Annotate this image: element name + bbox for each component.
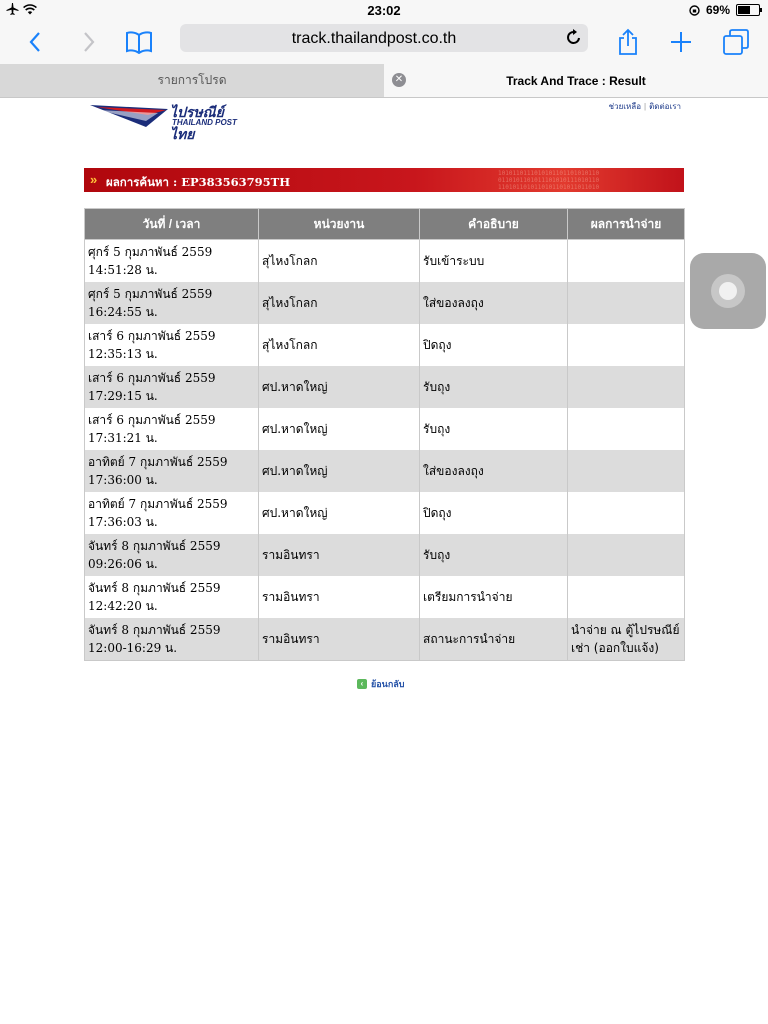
rotation-lock-icon (689, 5, 700, 16)
col-header-result: ผลการนำจ่าย (568, 209, 685, 240)
cell-description: สถานะการนำจ่าย (420, 618, 568, 661)
row-date: จันทร์ 8 กุมภาพันธ์ 2559 (88, 581, 221, 595)
back-nav-button[interactable] (24, 26, 46, 58)
cell-office: สุไหงโกลก (259, 240, 420, 283)
cell-description: ปิดถุง (420, 492, 568, 534)
table-row (85, 324, 685, 366)
result-header (84, 168, 684, 192)
table-row (85, 366, 685, 408)
cell-office: รามอินทรา (259, 618, 420, 661)
cell-office: ศป.หาดใหญ่ (259, 492, 420, 534)
cell-description: รับเข้าระบบ (420, 240, 568, 283)
cell-datetime (85, 282, 259, 324)
cell-office: รามอินทรา (259, 576, 420, 618)
cell-office: ศป.หาดใหญ่ (259, 450, 420, 492)
logo-english-text: THAILAND POST (172, 118, 237, 127)
cell-datetime (85, 408, 259, 450)
chevron-left-icon (28, 31, 42, 53)
row-time: 17:36:00 น. (88, 473, 158, 487)
table-row (85, 282, 685, 324)
cell-datetime (85, 492, 259, 534)
reload-button[interactable] (566, 28, 582, 51)
double-arrow-icon: » (90, 172, 95, 187)
row-date: เสาร์ 6 กุมภาพันธ์ 2559 (88, 329, 216, 343)
cell-office: รามอินทรา (259, 534, 420, 576)
table-row (85, 240, 685, 283)
row-date: จันทร์ 8 กุมภาพันธ์ 2559 (88, 623, 221, 637)
cell-description: ปิดถุง (420, 324, 568, 366)
status-bar (0, 0, 768, 22)
reload-icon (566, 28, 582, 46)
col-header-datetime: วันที่ / เวลา (85, 209, 259, 240)
cell-description: รับถุง (420, 408, 568, 450)
table-row (85, 492, 685, 534)
url-text: track.thailandpost.co.th (291, 30, 457, 47)
cell-result: นำจ่าย ณ ตู้ไปรษณีย์เช่า (ออกใบแจ้ง) (568, 618, 685, 661)
thailand-post-logo[interactable] (88, 101, 248, 143)
cell-result (568, 324, 685, 366)
tab-bar (0, 64, 768, 98)
table-row (85, 576, 685, 618)
share-button[interactable] (614, 26, 642, 58)
tab-track-result[interactable] (384, 64, 768, 97)
cell-datetime (85, 240, 259, 283)
result-label: ผลการค้นหา : EP383563795TH (106, 175, 291, 189)
battery-icon (736, 4, 760, 16)
plus-icon (669, 30, 693, 54)
logo-thai-text: ไปรษณีย์ไทย (170, 105, 224, 143)
row-time: 12:00-16:29 น. (88, 641, 178, 655)
back-link-label: ย้อนกลับ (371, 679, 405, 689)
battery-percent: 69% (705, 3, 730, 17)
bookmarks-button[interactable] (124, 26, 154, 58)
tab-favorites[interactable]: รายการโปรด (0, 64, 384, 97)
logo-wing-icon (88, 101, 172, 127)
row-time: 14:51:28 น. (88, 263, 158, 277)
top-links (609, 100, 681, 113)
row-date: เสาร์ 6 กุมภาพันธ์ 2559 (88, 371, 216, 385)
cell-office: ศป.หาดใหญ่ (259, 366, 420, 408)
cell-description: รับถุง (420, 534, 568, 576)
cell-result (568, 576, 685, 618)
forward-nav-button[interactable] (78, 26, 100, 58)
link-separator: | (644, 102, 647, 111)
status-time: 23:02 (367, 3, 401, 18)
contact-link[interactable]: ติดต่อเรา (649, 102, 681, 111)
row-time: 17:31:21 น. (88, 431, 158, 445)
table-row (85, 618, 685, 661)
row-time: 12:42:20 น. (88, 599, 158, 613)
cell-datetime (85, 534, 259, 576)
address-bar[interactable] (180, 24, 588, 52)
row-time: 12:35:13 น. (88, 347, 158, 361)
row-time: 16:24:55 น. (88, 305, 158, 319)
cell-description: รับถุง (420, 366, 568, 408)
table-header-row (85, 209, 685, 240)
cell-datetime (85, 576, 259, 618)
new-tab-button[interactable] (667, 26, 695, 58)
col-header-office: หน่วยงาน (259, 209, 420, 240)
close-icon[interactable]: ✕ (392, 73, 406, 87)
table-row (85, 408, 685, 450)
browser-toolbar (0, 22, 768, 64)
row-date: อาทิตย์ 7 กุมภาพันธ์ 2559 (88, 497, 228, 511)
tabs-icon (722, 28, 750, 56)
cell-result (568, 240, 685, 283)
table-row (85, 534, 685, 576)
row-date: จันทร์ 8 กุมภาพันธ์ 2559 (88, 539, 221, 553)
row-time: 17:29:15 น. (88, 389, 158, 403)
cell-datetime (85, 618, 259, 661)
cell-result (568, 534, 685, 576)
book-icon (125, 30, 153, 54)
cell-description: ใส่ของลงถุง (420, 282, 568, 324)
cell-datetime (85, 324, 259, 366)
help-link[interactable]: ช่วยเหลือ (608, 102, 641, 111)
cell-office: สุไหงโกลก (259, 324, 420, 366)
row-date: ศุกร์ 5 กุมภาพันธ์ 2559 (88, 245, 213, 259)
table-row (85, 450, 685, 492)
cell-office: ศป.หาดใหญ่ (259, 408, 420, 450)
row-time: 17:36:03 น. (88, 515, 158, 529)
tracking-table (84, 208, 685, 661)
battery-fill (738, 6, 750, 14)
chevron-right-icon (82, 31, 96, 53)
back-arrow-icon: ‹ (357, 679, 367, 689)
back-link[interactable] (357, 677, 405, 691)
cell-description: ใส่ของลงถุง (420, 450, 568, 492)
cell-result (568, 492, 685, 534)
row-date: อาทิตย์ 7 กุมภาพันธ์ 2559 (88, 455, 228, 469)
assistive-dot (719, 282, 737, 300)
status-right (689, 3, 760, 17)
cell-description: เตรียมการนำจ่าย (420, 576, 568, 618)
tab-track-result-label: Track And Trace : Result (506, 73, 646, 88)
share-icon (617, 28, 639, 56)
row-date: เสาร์ 6 กุมภาพันธ์ 2559 (88, 413, 216, 427)
row-date: ศุกร์ 5 กุมภาพันธ์ 2559 (88, 287, 213, 301)
col-header-description: คำอธิบาย (420, 209, 568, 240)
binary-decoration: 1010110111010101101101010110 0110101101011101010111010110 1101011010110101101011011010 (498, 170, 600, 191)
tabs-overview-button[interactable] (721, 26, 751, 58)
cell-result (568, 408, 685, 450)
cell-datetime (85, 366, 259, 408)
cell-result (568, 282, 685, 324)
cell-result (568, 450, 685, 492)
cell-office: สุไหงโกลก (259, 282, 420, 324)
cell-datetime (85, 450, 259, 492)
row-time: 09:26:06 น. (88, 557, 158, 571)
assistive-touch-button[interactable] (690, 253, 766, 329)
cell-result (568, 366, 685, 408)
